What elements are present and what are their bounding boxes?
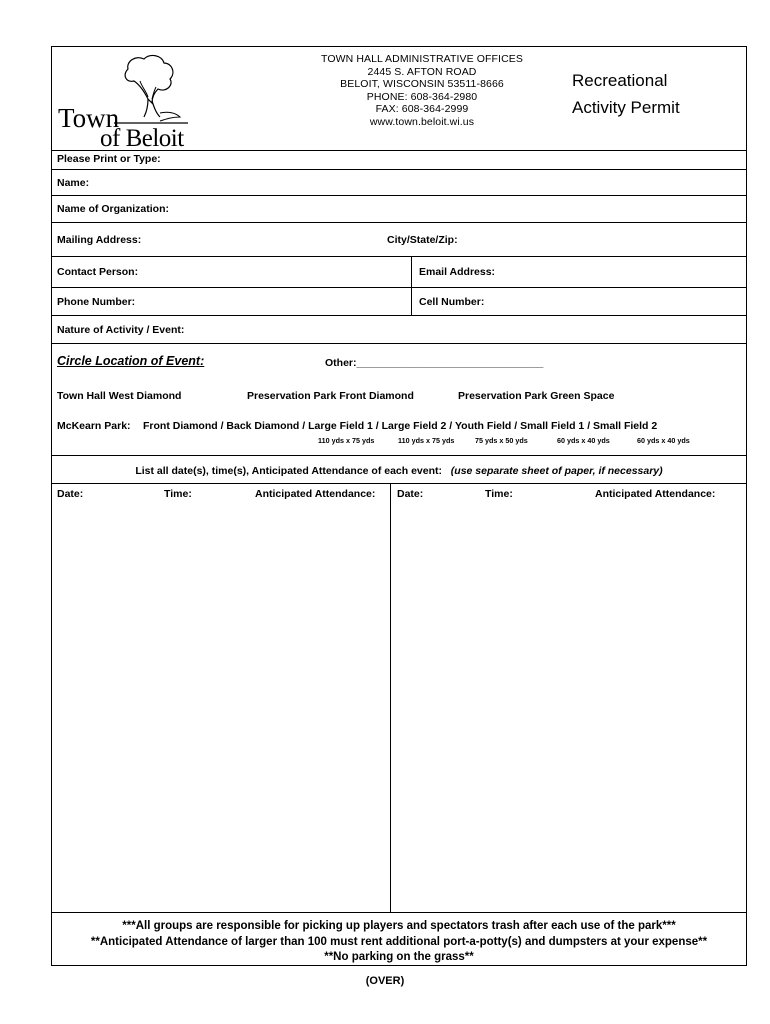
divider bbox=[52, 256, 746, 257]
time-column-header: Time: bbox=[164, 488, 192, 500]
address-line: PHONE: 608-364-2980 bbox=[366, 90, 478, 103]
address-line: FAX: 608-364-2999 bbox=[375, 103, 469, 116]
instruction-text: List all date(s), time(s), Anticipated Attendance of each event: bbox=[135, 465, 443, 477]
location-heading: Circle Location of Event: bbox=[57, 354, 205, 368]
instruction-note: (use separate sheet of paper, if necessary) bbox=[450, 465, 663, 477]
divider bbox=[52, 150, 746, 151]
other-location-field[interactable]: Other:________________________________ bbox=[325, 357, 544, 369]
mailing-address-field[interactable]: Mailing Address: bbox=[57, 234, 142, 246]
divider bbox=[52, 483, 746, 484]
website-link[interactable]: www.town.beloit.wi.us bbox=[369, 115, 475, 128]
time-column-header: Time: bbox=[485, 488, 513, 500]
cell-field[interactable]: Cell Number: bbox=[419, 296, 485, 308]
divider bbox=[52, 169, 746, 170]
dates-instruction bbox=[52, 465, 746, 477]
location-option[interactable]: Preservation Park Green Space bbox=[458, 390, 615, 402]
email-field[interactable]: Email Address: bbox=[419, 266, 496, 278]
notice-line: **No parking on the grass** bbox=[324, 951, 474, 963]
date-column-header: Date: bbox=[397, 488, 424, 500]
organization-field[interactable]: Name of Organization: bbox=[57, 203, 170, 215]
location-option[interactable]: Town Hall West Diamond bbox=[57, 390, 182, 402]
contact-person-field[interactable]: Contact Person: bbox=[57, 266, 139, 278]
page-title bbox=[572, 67, 680, 121]
address-line: TOWN HALL ADMINISTRATIVE OFFICES bbox=[321, 53, 523, 65]
rules-notice bbox=[52, 919, 746, 966]
divider bbox=[52, 455, 746, 456]
field-size: 60 yds x 40 yds bbox=[637, 436, 690, 445]
divider bbox=[52, 222, 746, 223]
title-line: Recreational bbox=[572, 71, 668, 90]
field-size: 110 yds x 75 yds bbox=[398, 436, 455, 445]
mckearn-park-label: McKearn Park: bbox=[57, 420, 131, 432]
divider bbox=[52, 912, 746, 913]
field-size: 75 yds x 50 yds bbox=[475, 436, 528, 445]
dates-entry-area-right[interactable] bbox=[391, 501, 747, 911]
notice-line: ***All groups are responsible for picking up players and spectators trash after each use of the park*** bbox=[122, 920, 676, 932]
city-state-zip-field[interactable]: City/State/Zip: bbox=[387, 234, 458, 246]
over-note: (OVER) bbox=[365, 975, 405, 987]
field-size: 110 yds x 75 yds bbox=[318, 436, 375, 445]
notice-line: **Anticipated Attendance of larger than 100 must rent additional port-a-potty(s) and dumpsters at your expense** bbox=[90, 935, 708, 948]
field-size: 60 yds x 40 yds bbox=[557, 436, 610, 445]
office-address bbox=[262, 53, 582, 129]
nature-of-activity-field[interactable]: Nature of Activity / Event: bbox=[57, 324, 185, 336]
print-or-type-label: Please Print or Type: bbox=[57, 153, 161, 165]
dates-entry-area-left[interactable] bbox=[52, 501, 390, 911]
date-column-header: Date: bbox=[57, 488, 84, 500]
name-field[interactable]: Name: bbox=[57, 177, 90, 189]
divider bbox=[411, 256, 412, 315]
permit-form bbox=[51, 46, 747, 966]
logo-text-town: Town bbox=[58, 103, 120, 133]
divider bbox=[52, 195, 746, 196]
title-line: Activity Permit bbox=[572, 98, 680, 117]
attendance-column-header: Anticipated Attendance: bbox=[255, 488, 376, 500]
town-logo bbox=[56, 51, 206, 151]
logo-text-beloit: of Beloit bbox=[100, 125, 184, 152]
mckearn-options[interactable]: Front Diamond / Back Diamond / Large Field 1 / Large Field 2 / Youth Field / Small Field 1 / Small Field 2 bbox=[143, 420, 658, 432]
attendance-column-header: Anticipated Attendance: bbox=[595, 488, 716, 500]
divider bbox=[52, 287, 746, 288]
location-option[interactable]: Preservation Park Front Diamond bbox=[247, 390, 414, 402]
address-line: 2445 S. AFTON ROAD bbox=[367, 65, 477, 78]
phone-field[interactable]: Phone Number: bbox=[57, 296, 136, 308]
divider bbox=[52, 343, 746, 344]
divider bbox=[52, 315, 746, 316]
address-line: BELOIT, WISCONSIN 53511-8666 bbox=[340, 78, 504, 91]
